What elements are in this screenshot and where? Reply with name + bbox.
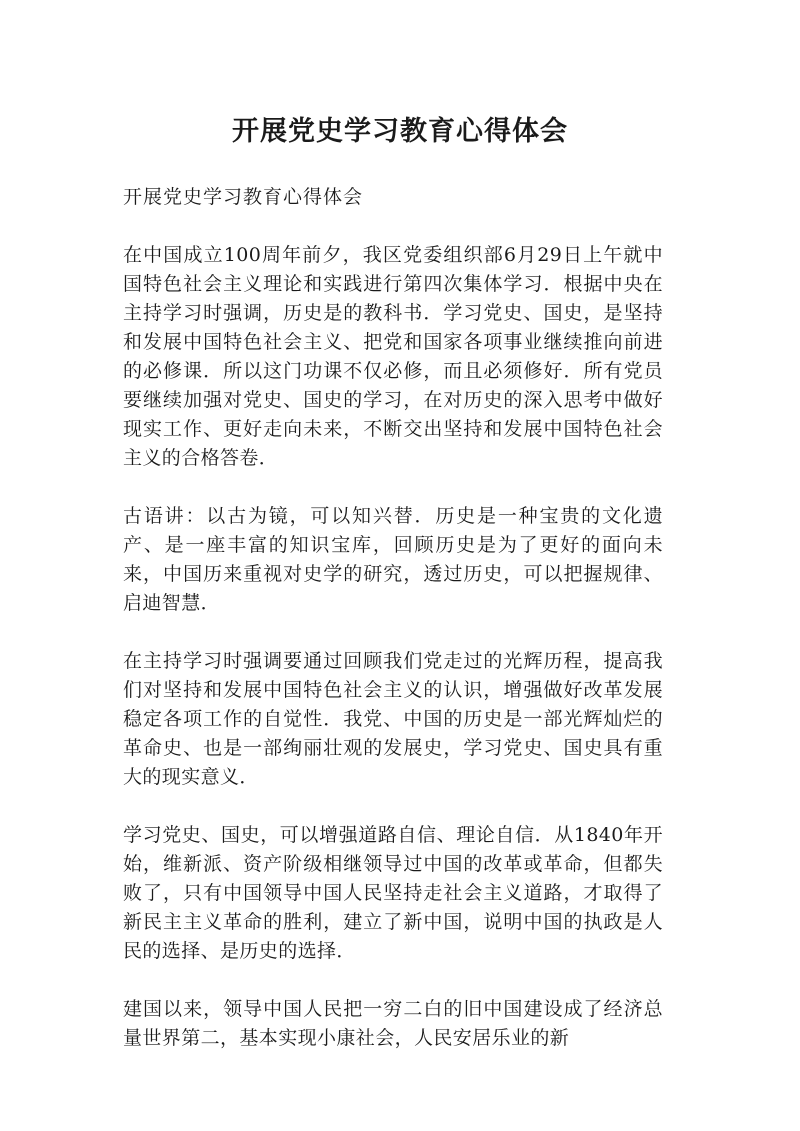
- document-body: [123, 183, 663, 1082]
- paragraph-2: 古语讲：以古为镜，可以知兴替．历史是一种宝贵的文化遗产、是一座丰富的知识宝库，回顾历史是为了更好的面向未来，中国历来重视对史学的研究，透过历史，可以把握规律、启迪智慧．: [123, 505, 663, 614]
- paragraph-1: 在中国成立100周年前夕，我区党委组织部6月29日上午就中国特色社会主义理论和实践进行第四次集体学习．根据中央在主持学习时强调，历史是的教科书．学习党史、国史，是坚持和发展中国特色社会主义、把党和国家各项事业继续推向前进的必修课．所以这门功课不仅必修，而且必须修好．所有党员要继续加强对党史、国史的学习，在对历史的深入思考中做好现实工作、更好走向未来，不断交出坚持和发展中国特色社会主义的合格答卷．: [123, 244, 663, 469]
- paragraph-5: 建国以来，领导中国人民把一穷二白的旧中国建设成了经济总量世界第二，基本实现小康社会，人民安居乐业的新: [123, 998, 663, 1049]
- paragraph-3: 在主持学习时强调要通过回顾我们党走过的光辉历程，提高我们对坚持和发展中国特色社会主义的认识，增强做好改革发展稳定各项工作的自觉性．我党、中国的历史是一部光辉灿烂的革命史、也是一部绚丽壮观的发展史，学习党史、国史具有重大的现实意义．: [123, 650, 663, 788]
- document-title: 开展党史学习教育心得体会: [232, 116, 568, 147]
- paragraph-4: 学习党史、国史，可以增强道路自信、理论自信．从1840年开始，维新派、资产阶级相继领导过中国的改革或革命，但都失败了，只有中国领导中国人民坚持走社会主义道路，才取得了新民主主义革命的胜利，建立了新中国，说明中国的执政是人民的选择、是历史的选择．: [123, 824, 663, 962]
- document-subtitle: 开展党史学习教育心得体会: [123, 186, 364, 208]
